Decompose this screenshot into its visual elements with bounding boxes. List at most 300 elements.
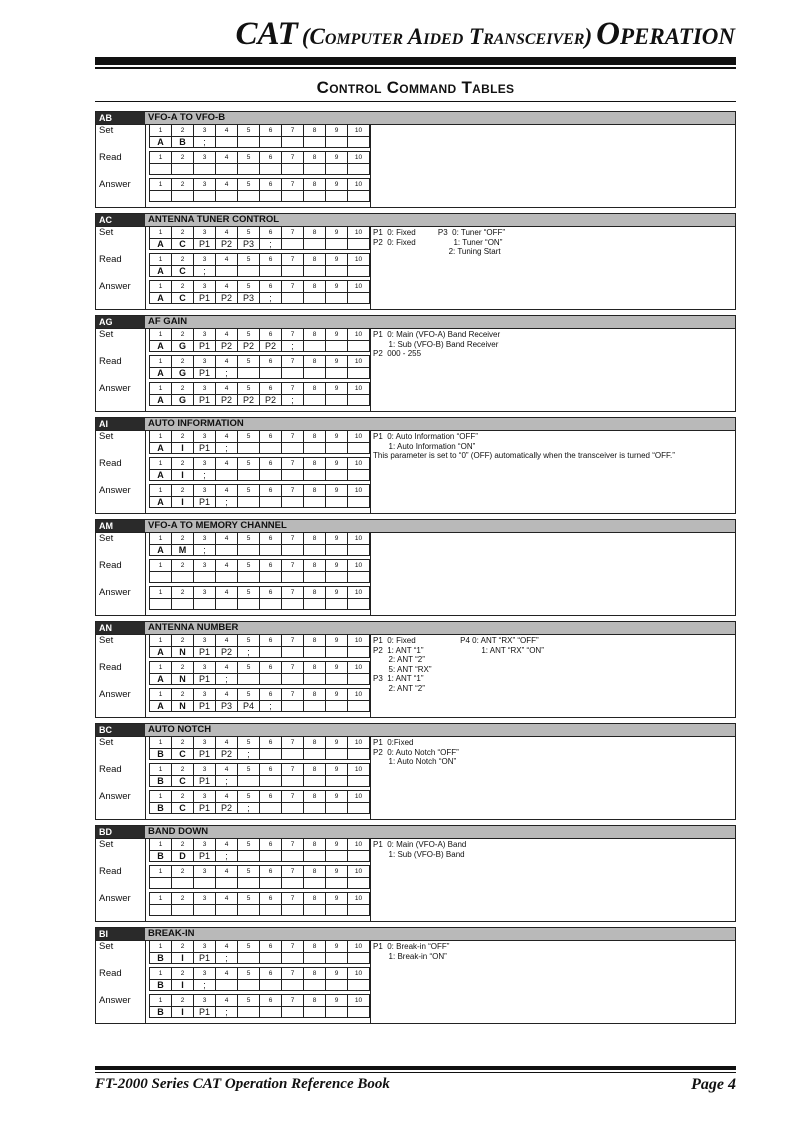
command-cell xyxy=(260,878,282,889)
cell-number: 3 xyxy=(194,560,216,571)
command-cell: P2 xyxy=(216,239,238,250)
command-cell xyxy=(238,137,260,148)
cell-number-row xyxy=(149,994,370,1006)
command-cell xyxy=(282,905,304,916)
cell-number: 7 xyxy=(282,866,304,877)
cell-number: 10 xyxy=(348,764,370,775)
command-cell xyxy=(282,443,304,454)
cell-number: 6 xyxy=(260,689,282,700)
cell-number: 7 xyxy=(282,227,304,238)
cell-number: 8 xyxy=(304,941,326,952)
cell-number: 10 xyxy=(348,791,370,802)
command-cell xyxy=(304,701,326,712)
cell-number-row xyxy=(149,586,370,598)
command-cell xyxy=(304,803,326,814)
cell-number-row xyxy=(149,328,370,340)
cell-number: 9 xyxy=(326,383,348,394)
command-cell: A xyxy=(150,137,172,148)
parameter-notes: P1 0: Main (VFO-A) Band 1: Sub (VFO-B) Band xyxy=(373,840,467,859)
command-cell xyxy=(282,776,304,787)
cell-number: 10 xyxy=(348,587,370,598)
command-cell: G xyxy=(172,341,194,352)
cell-number: 6 xyxy=(260,485,282,496)
cell-number: 5 xyxy=(238,662,260,673)
cell-number: 1 xyxy=(150,431,172,442)
command-cell xyxy=(238,266,260,277)
command-cell xyxy=(238,953,260,964)
command-code: AI xyxy=(96,418,145,430)
command-header xyxy=(96,111,735,125)
cell-number: 5 xyxy=(238,329,260,340)
cell-number: 5 xyxy=(238,281,260,292)
row-label: Set xyxy=(99,125,114,136)
parameter-notes: P1 0: Fixed P3 0: Tuner “OFF” P2 0: Fixed 1: Tuner “ON” 2: Tuning Start xyxy=(373,228,506,257)
command-cell xyxy=(326,572,348,583)
command-cell xyxy=(304,545,326,556)
cell-number: 3 xyxy=(194,764,216,775)
row-label: Set xyxy=(99,227,114,238)
cell-number: 8 xyxy=(304,329,326,340)
cell-number: 5 xyxy=(238,995,260,1006)
command-cell xyxy=(260,497,282,508)
command-cell: I xyxy=(172,443,194,454)
command-cell xyxy=(304,1007,326,1018)
cell-number: 4 xyxy=(216,893,238,904)
command-cell xyxy=(348,497,370,508)
cell-number: 5 xyxy=(238,941,260,952)
cell-number: 6 xyxy=(260,281,282,292)
cell-number: 3 xyxy=(194,431,216,442)
command-cell xyxy=(326,266,348,277)
page-subtitle: Control Command Tables xyxy=(316,78,515,97)
cell-number: 7 xyxy=(282,254,304,265)
cell-number: 8 xyxy=(304,356,326,367)
command-cell: P1 xyxy=(194,701,216,712)
command-cell xyxy=(304,470,326,481)
command-cell: ; xyxy=(216,368,238,379)
command-cell xyxy=(260,191,282,202)
cell-number: 8 xyxy=(304,662,326,673)
cell-number: 3 xyxy=(194,227,216,238)
command-cell xyxy=(304,647,326,658)
cell-number: 6 xyxy=(260,737,282,748)
command-cell: A xyxy=(150,443,172,454)
cell-number: 7 xyxy=(282,764,304,775)
command-title: AUTO NOTCH xyxy=(148,724,212,735)
command-format-row xyxy=(149,238,370,250)
command-cell xyxy=(260,776,282,787)
row-label: Set xyxy=(99,635,114,646)
command-cell: P1 xyxy=(194,851,216,862)
cell-number: 1 xyxy=(150,689,172,700)
command-cell: P2 xyxy=(238,341,260,352)
cell-number: 8 xyxy=(304,689,326,700)
command-cell: G xyxy=(172,368,194,379)
command-cell: ; xyxy=(216,443,238,454)
command-cell xyxy=(216,470,238,481)
command-cell xyxy=(150,572,172,583)
command-cell xyxy=(282,980,304,991)
command-cell xyxy=(304,368,326,379)
command-cell xyxy=(216,266,238,277)
cell-number-row xyxy=(149,253,370,265)
cell-number: 8 xyxy=(304,458,326,469)
cell-number: 3 xyxy=(194,737,216,748)
cell-number: 8 xyxy=(304,281,326,292)
command-cell: P2 xyxy=(216,749,238,760)
command-format-row xyxy=(149,598,370,610)
command-cell xyxy=(348,776,370,787)
command-cell xyxy=(260,749,282,760)
command-format-row xyxy=(149,646,370,658)
cell-number: 2 xyxy=(172,866,194,877)
command-cell xyxy=(282,572,304,583)
command-cell: I xyxy=(172,980,194,991)
column-divider xyxy=(370,328,371,412)
cell-number: 3 xyxy=(194,662,216,673)
column-divider xyxy=(145,736,146,820)
cell-number: 9 xyxy=(326,791,348,802)
command-cell xyxy=(304,878,326,889)
command-cell xyxy=(282,599,304,610)
command-cell xyxy=(326,701,348,712)
command-cell: A xyxy=(150,266,172,277)
command-cell: ; xyxy=(216,674,238,685)
command-cell xyxy=(304,572,326,583)
parameter-notes: P1 0: Auto Information “OFF” 1: Auto Information “ON” This parameter is set to “0” (OFF) automatically when the transceiver is turned “OFF.” xyxy=(373,432,675,461)
command-cell xyxy=(238,599,260,610)
cell-number: 10 xyxy=(348,533,370,544)
cell-number: 4 xyxy=(216,662,238,673)
command-cell xyxy=(282,647,304,658)
command-format-row xyxy=(149,673,370,685)
command-cell xyxy=(282,701,304,712)
command-cell: B xyxy=(150,1007,172,1018)
column-divider xyxy=(370,940,371,1024)
command-cell: P1 xyxy=(194,497,216,508)
command-cell: I xyxy=(172,1007,194,1018)
cell-number: 7 xyxy=(282,839,304,850)
cell-number: 3 xyxy=(194,968,216,979)
cell-number: 9 xyxy=(326,533,348,544)
cell-number: 9 xyxy=(326,635,348,646)
command-format-row xyxy=(149,136,370,148)
cell-number: 7 xyxy=(282,737,304,748)
cell-number: 7 xyxy=(282,356,304,367)
command-header xyxy=(96,825,735,839)
cell-number: 2 xyxy=(172,791,194,802)
cell-number: 9 xyxy=(326,560,348,571)
cell-number: 1 xyxy=(150,968,172,979)
cell-number: 8 xyxy=(304,995,326,1006)
cell-number: 3 xyxy=(194,356,216,367)
command-cell xyxy=(238,980,260,991)
cell-number: 7 xyxy=(282,281,304,292)
cell-number-row xyxy=(149,865,370,877)
cell-number: 7 xyxy=(282,995,304,1006)
column-divider xyxy=(145,838,146,922)
cell-number: 6 xyxy=(260,458,282,469)
cell-number: 10 xyxy=(348,968,370,979)
command-cell xyxy=(304,674,326,685)
cell-number: 7 xyxy=(282,431,304,442)
command-block xyxy=(95,723,736,820)
command-format-row xyxy=(149,700,370,712)
cell-number: 4 xyxy=(216,791,238,802)
page-header-title xyxy=(95,14,735,54)
cell-number: 8 xyxy=(304,839,326,850)
command-cell xyxy=(216,137,238,148)
column-divider xyxy=(145,940,146,1024)
command-cell xyxy=(282,497,304,508)
command-cell xyxy=(348,749,370,760)
command-cell: C xyxy=(172,776,194,787)
command-cell xyxy=(304,164,326,175)
command-header xyxy=(96,723,735,737)
command-cell xyxy=(260,905,282,916)
column-divider xyxy=(370,532,371,616)
command-cell: C xyxy=(172,749,194,760)
command-cell xyxy=(260,470,282,481)
command-format-row xyxy=(149,190,370,202)
command-cell xyxy=(238,674,260,685)
command-cell: A xyxy=(150,647,172,658)
cell-number: 10 xyxy=(348,893,370,904)
command-cell xyxy=(326,293,348,304)
cell-number: 9 xyxy=(326,458,348,469)
command-cell: B xyxy=(150,953,172,964)
cell-number: 6 xyxy=(260,587,282,598)
row-label: Read xyxy=(99,254,122,265)
cell-number: 10 xyxy=(348,152,370,163)
cell-number: 4 xyxy=(216,254,238,265)
command-cell xyxy=(348,293,370,304)
command-cell xyxy=(348,368,370,379)
column-divider xyxy=(370,226,371,310)
command-cell xyxy=(304,749,326,760)
header-title-expansion: (Computer Aided Transceiver) xyxy=(301,24,593,49)
command-cell: ; xyxy=(194,470,216,481)
command-cell: B xyxy=(150,749,172,760)
command-cell xyxy=(304,395,326,406)
cell-number: 6 xyxy=(260,329,282,340)
command-cell xyxy=(260,674,282,685)
command-cell: P2 xyxy=(216,803,238,814)
cell-number: 4 xyxy=(216,179,238,190)
command-title: ANTENNA TUNER CONTROL xyxy=(148,214,280,225)
command-cell xyxy=(304,341,326,352)
footer-book-title: FT-2000 Series CAT Operation Reference Book xyxy=(95,1076,390,1092)
command-cell: P2 xyxy=(216,341,238,352)
command-format-row xyxy=(149,904,370,916)
command-cell: ; xyxy=(194,137,216,148)
cell-number: 4 xyxy=(216,764,238,775)
command-cell: P1 xyxy=(194,395,216,406)
command-code: AC xyxy=(96,214,145,226)
cell-number: 6 xyxy=(260,383,282,394)
cell-number: 4 xyxy=(216,383,238,394)
cell-number: 2 xyxy=(172,458,194,469)
command-cell xyxy=(260,647,282,658)
command-cell xyxy=(150,905,172,916)
subtitle-rule xyxy=(95,101,736,102)
command-cell: B xyxy=(150,803,172,814)
column-divider xyxy=(145,532,146,616)
cell-number-row xyxy=(149,124,370,136)
column-divider xyxy=(145,634,146,718)
footer-page-number: Page 4 xyxy=(691,1076,736,1093)
command-cell xyxy=(194,572,216,583)
cell-number: 3 xyxy=(194,635,216,646)
command-cell xyxy=(194,905,216,916)
command-cell xyxy=(304,497,326,508)
command-cell: ; xyxy=(194,545,216,556)
cell-number: 4 xyxy=(216,227,238,238)
cell-number: 6 xyxy=(260,533,282,544)
command-cell: P1 xyxy=(194,368,216,379)
cell-number: 10 xyxy=(348,227,370,238)
command-cell: P1 xyxy=(194,239,216,250)
command-cell xyxy=(326,878,348,889)
command-cell: A xyxy=(150,341,172,352)
command-cell xyxy=(238,470,260,481)
cell-number: 2 xyxy=(172,125,194,136)
cell-number: 5 xyxy=(238,458,260,469)
command-format-row xyxy=(149,292,370,304)
command-cell xyxy=(150,878,172,889)
cell-number: 6 xyxy=(260,125,282,136)
command-cell: ; xyxy=(238,647,260,658)
cell-number-row xyxy=(149,457,370,469)
row-label: Read xyxy=(99,458,122,469)
cell-number: 5 xyxy=(238,254,260,265)
command-cell xyxy=(260,266,282,277)
command-cell xyxy=(348,266,370,277)
command-cell: I xyxy=(172,470,194,481)
cell-number: 2 xyxy=(172,281,194,292)
command-cell xyxy=(326,368,348,379)
command-code: AG xyxy=(96,316,145,328)
cell-number: 4 xyxy=(216,995,238,1006)
command-format-row xyxy=(149,748,370,760)
cell-number: 9 xyxy=(326,995,348,1006)
cell-number: 5 xyxy=(238,587,260,598)
command-cell xyxy=(348,674,370,685)
command-title: BREAK-IN xyxy=(148,928,195,939)
row-label: Answer xyxy=(99,587,131,598)
command-cell xyxy=(326,599,348,610)
cell-number: 4 xyxy=(216,485,238,496)
command-cell xyxy=(304,191,326,202)
cell-number: 5 xyxy=(238,533,260,544)
command-cell xyxy=(172,905,194,916)
cell-number: 2 xyxy=(172,689,194,700)
command-cell xyxy=(238,905,260,916)
cell-number: 4 xyxy=(216,635,238,646)
command-header xyxy=(96,315,735,329)
cell-number: 6 xyxy=(260,968,282,979)
command-cell xyxy=(238,368,260,379)
cell-number: 8 xyxy=(304,968,326,979)
command-cell xyxy=(260,803,282,814)
column-divider xyxy=(145,328,146,412)
command-cell xyxy=(348,701,370,712)
parameter-notes: P1 0: Fixed P4 0: ANT “RX” “OFF” P2 1: ANT “1” 1: ANT “RX” “ON” 2: ANT “2” 5: ANT “RX” P3 1: ANT “1” 2: ANT “2” xyxy=(373,636,544,693)
cell-number: 6 xyxy=(260,839,282,850)
cell-number: 3 xyxy=(194,791,216,802)
row-label: Set xyxy=(99,737,114,748)
command-cell xyxy=(216,164,238,175)
cell-number: 5 xyxy=(238,485,260,496)
command-cell xyxy=(238,572,260,583)
command-format-row xyxy=(149,571,370,583)
cell-number: 4 xyxy=(216,356,238,367)
cell-number: 3 xyxy=(194,281,216,292)
command-cell: ; xyxy=(194,266,216,277)
command-header xyxy=(96,519,735,533)
command-cell: P1 xyxy=(194,443,216,454)
cell-number: 8 xyxy=(304,485,326,496)
cell-number: 4 xyxy=(216,689,238,700)
command-cell xyxy=(150,599,172,610)
command-cell xyxy=(172,572,194,583)
command-cell xyxy=(282,293,304,304)
row-label: Set xyxy=(99,941,114,952)
command-cell: G xyxy=(172,395,194,406)
command-header xyxy=(96,621,735,635)
cell-number: 1 xyxy=(150,254,172,265)
cell-number: 3 xyxy=(194,485,216,496)
cell-number: 10 xyxy=(348,995,370,1006)
cell-number: 10 xyxy=(348,125,370,136)
cell-number: 2 xyxy=(172,356,194,367)
cell-number: 10 xyxy=(348,179,370,190)
command-cell: ; xyxy=(216,953,238,964)
cell-number: 7 xyxy=(282,329,304,340)
cell-number: 9 xyxy=(326,329,348,340)
row-label: Answer xyxy=(99,689,131,700)
cell-number: 9 xyxy=(326,866,348,877)
command-cell xyxy=(348,341,370,352)
command-title: BAND DOWN xyxy=(148,826,209,837)
row-label: Answer xyxy=(99,995,131,1006)
command-cell xyxy=(172,164,194,175)
cell-number: 10 xyxy=(348,635,370,646)
cell-number: 4 xyxy=(216,152,238,163)
command-cell: A xyxy=(150,368,172,379)
column-divider xyxy=(370,124,371,208)
command-cell xyxy=(304,776,326,787)
row-label: Set xyxy=(99,431,114,442)
cell-number: 8 xyxy=(304,737,326,748)
command-cell xyxy=(238,878,260,889)
cell-number: 4 xyxy=(216,587,238,598)
row-label: Answer xyxy=(99,485,131,496)
cell-number-row xyxy=(149,790,370,802)
cell-number: 6 xyxy=(260,662,282,673)
cell-number: 2 xyxy=(172,893,194,904)
command-cell xyxy=(348,470,370,481)
cell-number: 6 xyxy=(260,866,282,877)
cell-number: 2 xyxy=(172,152,194,163)
cell-number-row xyxy=(149,688,370,700)
cell-number: 4 xyxy=(216,941,238,952)
command-cell xyxy=(282,470,304,481)
cell-number: 7 xyxy=(282,662,304,673)
cell-number: 9 xyxy=(326,689,348,700)
cell-number: 2 xyxy=(172,485,194,496)
cell-number: 7 xyxy=(282,485,304,496)
